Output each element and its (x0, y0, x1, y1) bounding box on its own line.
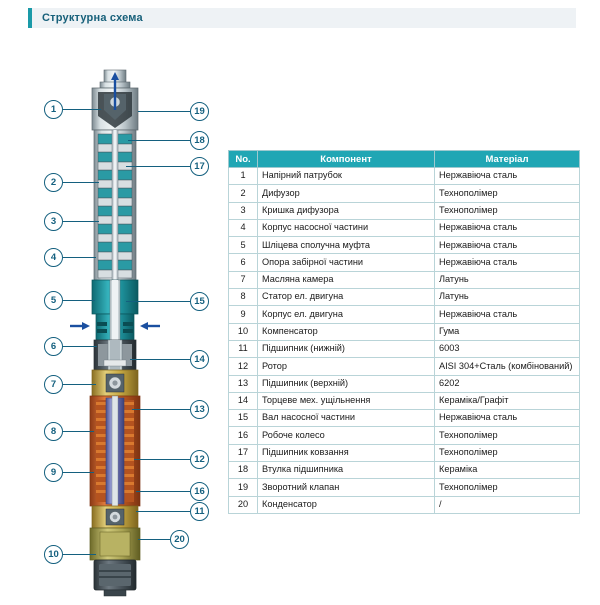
cell-component: Опора забірної частини (258, 254, 435, 271)
leader-line-4 (63, 257, 96, 258)
callout-18[interactable]: 18 (190, 131, 209, 150)
cell-material: 6003 (435, 340, 580, 357)
callout-13[interactable]: 13 (190, 400, 209, 419)
components-table (228, 150, 580, 514)
table-body (229, 168, 580, 514)
cell-component: Компенсатор (258, 323, 435, 340)
cell-component: Дифузор (258, 185, 435, 202)
callout-14[interactable]: 14 (190, 350, 209, 369)
table-row (229, 306, 580, 323)
cell-component: Статор ел. двигуна (258, 289, 435, 306)
cell-material: Технополімер (435, 202, 580, 219)
cell-no: 20 (229, 496, 258, 513)
cell-no: 13 (229, 375, 258, 392)
cell-no: 15 (229, 410, 258, 427)
leader-line-18 (128, 140, 190, 141)
cell-no: 10 (229, 323, 258, 340)
leader-line-20 (138, 539, 170, 540)
cell-component: Кришка дифузора (258, 202, 435, 219)
cell-no: 18 (229, 462, 258, 479)
cell-no: 6 (229, 254, 258, 271)
callout-15[interactable]: 15 (190, 292, 209, 311)
callout-3[interactable]: 3 (44, 212, 63, 231)
table-row (229, 392, 580, 409)
table-row (229, 237, 580, 254)
leader-line-7 (63, 384, 96, 385)
leader-line-2 (63, 182, 99, 183)
table-row (229, 444, 580, 461)
cell-no: 1 (229, 168, 258, 185)
callout-17[interactable]: 17 (190, 157, 209, 176)
cell-no: 2 (229, 185, 258, 202)
cell-no: 4 (229, 219, 258, 236)
cell-material: AISI 304+Сталь (комбінований) (435, 358, 580, 375)
cell-material: Гума (435, 323, 580, 340)
cell-material: Технополімер (435, 185, 580, 202)
table-row (229, 323, 580, 340)
cell-material: Нержавіюча сталь (435, 168, 580, 185)
callout-1[interactable]: 1 (44, 100, 63, 119)
callout-16[interactable]: 16 (190, 482, 209, 501)
cell-no: 3 (229, 202, 258, 219)
cell-component: Робоче колесо (258, 427, 435, 444)
table-row (229, 271, 580, 288)
cell-component: Зворотний клапан (258, 479, 435, 496)
cell-no: 8 (229, 289, 258, 306)
leader-line-10 (63, 554, 96, 555)
cell-material: Технополімер (435, 427, 580, 444)
callout-7[interactable]: 7 (44, 375, 63, 394)
cell-material: 6202 (435, 375, 580, 392)
callout-5[interactable]: 5 (44, 291, 63, 310)
table-row (229, 410, 580, 427)
cell-material: Латунь (435, 289, 580, 306)
column-header-material: Матеріал (435, 151, 580, 168)
table-row (229, 219, 580, 236)
cell-no: 5 (229, 237, 258, 254)
table-row (229, 185, 580, 202)
leader-line-13 (132, 409, 190, 410)
cell-material: Технополімер (435, 444, 580, 461)
callout-8[interactable]: 8 (44, 422, 63, 441)
callout-11[interactable]: 11 (190, 502, 209, 521)
leader-line-12 (134, 459, 190, 460)
callout-12[interactable]: 12 (190, 450, 209, 469)
cell-no: 16 (229, 427, 258, 444)
table-row (229, 202, 580, 219)
cell-no: 7 (229, 271, 258, 288)
column-header-component: Компонент (258, 151, 435, 168)
cell-component: Масляна камера (258, 271, 435, 288)
table-row (229, 358, 580, 375)
cell-no: 9 (229, 306, 258, 323)
leader-line-14 (130, 359, 190, 360)
cell-material: Кераміка (435, 462, 580, 479)
cell-material: / (435, 496, 580, 513)
table-row (229, 340, 580, 357)
cell-component: Конденсатор (258, 496, 435, 513)
leader-line-6 (63, 346, 97, 347)
leader-line-15 (126, 301, 190, 302)
callout-20[interactable]: 20 (170, 530, 189, 549)
callout-4[interactable]: 4 (44, 248, 63, 267)
column-header-no: No. (229, 151, 258, 168)
cell-no: 17 (229, 444, 258, 461)
cell-component: Корпус ел. двигуна (258, 306, 435, 323)
leader-line-17 (126, 166, 190, 167)
leader-line-8 (63, 431, 94, 432)
leader-line-9 (63, 472, 94, 473)
cell-component: Підшипник (нижній) (258, 340, 435, 357)
cell-material: Нержавіюча сталь (435, 237, 580, 254)
callout-9[interactable]: 9 (44, 463, 63, 482)
pump-cutaway-diagram (0, 30, 228, 600)
page-title: Структурна схема (42, 12, 143, 24)
cell-material: Латунь (435, 271, 580, 288)
leader-line-5 (63, 300, 95, 301)
cell-component: Шліцева сполучна муфта (258, 237, 435, 254)
table-row (229, 427, 580, 444)
cell-material: Нержавіюча сталь (435, 254, 580, 271)
table-row (229, 462, 580, 479)
callout-19[interactable]: 19 (190, 102, 209, 121)
cell-component: Підшипник ковзання (258, 444, 435, 461)
cell-component: Напірний патрубок (258, 168, 435, 185)
leader-line-1 (63, 109, 101, 110)
table-row (229, 375, 580, 392)
callout-6[interactable]: 6 (44, 337, 63, 356)
cell-component: Ротор (258, 358, 435, 375)
cell-no: 11 (229, 340, 258, 357)
table-header-row (229, 151, 580, 168)
callout-10[interactable]: 10 (44, 545, 63, 564)
cell-material: Нержавіюча сталь (435, 219, 580, 236)
table-row (229, 254, 580, 271)
cell-material: Технополімер (435, 479, 580, 496)
cell-no: 12 (229, 358, 258, 375)
cell-no: 14 (229, 392, 258, 409)
table-row (229, 289, 580, 306)
table-row (229, 479, 580, 496)
leader-line-3 (63, 221, 99, 222)
section-header (28, 8, 576, 28)
cell-component: Підшипник (верхній) (258, 375, 435, 392)
leader-line-16 (136, 491, 190, 492)
leader-line-19 (138, 111, 190, 112)
table-row (229, 496, 580, 513)
cell-component: Торцеве мех. ущільнення (258, 392, 435, 409)
cell-no: 19 (229, 479, 258, 496)
cell-component: Вал насосної частини (258, 410, 435, 427)
cell-material: Кераміка/Графіт (435, 392, 580, 409)
cell-material: Нержавіюча сталь (435, 306, 580, 323)
cell-component: Корпус насосної частини (258, 219, 435, 236)
table-row (229, 168, 580, 185)
callout-2[interactable]: 2 (44, 173, 63, 192)
cell-material: Нержавіюча сталь (435, 410, 580, 427)
cell-component: Втулка підшипника (258, 462, 435, 479)
leader-line-11 (136, 511, 190, 512)
